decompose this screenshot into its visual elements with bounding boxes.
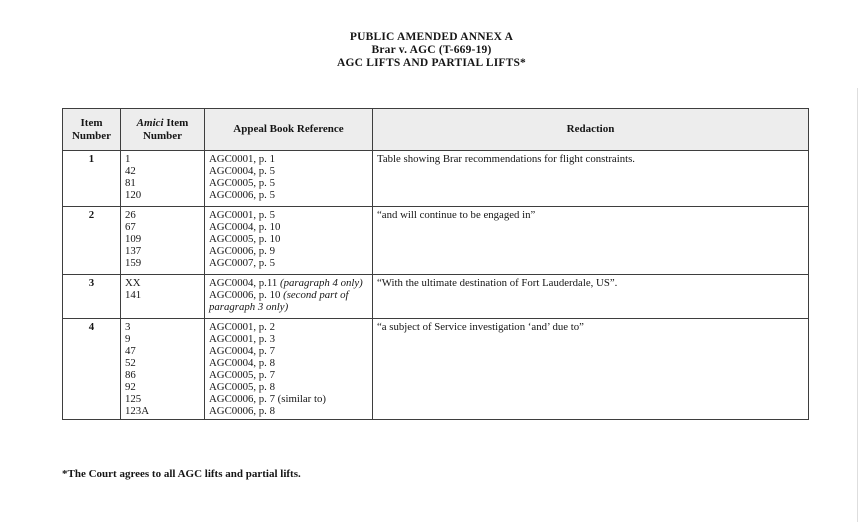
appeal-reference: AGC0005, p. 8 xyxy=(209,381,275,393)
amici-item-value: 125 xyxy=(125,393,142,405)
amici-item-value: 141 xyxy=(125,289,142,301)
amici-item-value: 3 xyxy=(125,321,131,333)
appeal-book-cell xyxy=(205,151,373,207)
table-row xyxy=(63,151,809,207)
amici-item-value: 1 xyxy=(125,153,131,165)
header-amici-item-number xyxy=(121,109,205,151)
title-line-3: AGC LIFTS AND PARTIAL LIFTS* xyxy=(336,57,527,69)
item-number-cell: 1 xyxy=(63,151,121,207)
redaction-cell xyxy=(373,319,809,420)
amici-item-cell xyxy=(121,151,205,207)
redaction-text: “With the ultimate destination of Fort Lauderdale, US”. xyxy=(377,277,618,289)
appeal-reference: AGC0001, p. 1 xyxy=(209,153,275,165)
appeal-reference: AGC0001, p. 2 xyxy=(209,321,275,333)
title-line-2: Brar v. AGC (T-669-19) xyxy=(371,44,492,56)
scan-page-edge xyxy=(857,88,858,522)
court-footnote: *The Court agrees to all AGC lifts and partial lifts. xyxy=(62,468,301,480)
amici-item-value: 52 xyxy=(125,357,136,369)
appeal-reference: AGC0005, p. 10 xyxy=(209,233,281,245)
redaction-text: “a subject of Service investigation ‘and’ due to” xyxy=(377,321,584,333)
amici-item-value: 120 xyxy=(125,189,142,201)
appeal-reference xyxy=(209,289,368,313)
appeal-reference-text: AGC0006, p. 10 xyxy=(209,289,281,301)
amici-item-value: 159 xyxy=(125,257,142,269)
appeal-reference: AGC0005, p. 7 xyxy=(209,369,275,381)
document-title xyxy=(0,31,863,70)
appeal-reference: AGC0006, p. 9 xyxy=(209,245,275,257)
amici-item-value: 67 xyxy=(125,221,136,233)
item-number-cell: 3 xyxy=(63,275,121,319)
amici-item-value: 123A xyxy=(125,405,149,417)
amici-item-value: 81 xyxy=(125,177,136,189)
annex-table xyxy=(62,108,809,420)
appeal-book-cell xyxy=(205,207,373,275)
item-number-cell: 2 xyxy=(63,207,121,275)
redaction-cell xyxy=(373,275,809,319)
table-header-row xyxy=(63,109,809,151)
amici-item-value: 109 xyxy=(125,233,142,245)
amici-item-cell xyxy=(121,319,205,420)
appeal-reference: AGC0005, p. 5 xyxy=(209,177,275,189)
appeal-reference-text: AGC0004, p.11 xyxy=(209,277,278,289)
amici-item-value: 47 xyxy=(125,345,136,357)
amici-item-value: 92 xyxy=(125,381,136,393)
redaction-cell xyxy=(373,207,809,275)
appeal-reference xyxy=(209,277,368,289)
appeal-reference: AGC0006, p. 7 (similar to) xyxy=(209,393,326,405)
table-row xyxy=(63,319,809,420)
header-amici-rest: Item Number xyxy=(142,117,189,142)
redaction-cell xyxy=(373,151,809,207)
appeal-reference-note: (paragraph 4 only) xyxy=(280,277,363,289)
amici-item-value: 9 xyxy=(125,333,131,345)
appeal-reference: AGC0004, p. 10 xyxy=(209,221,281,233)
title-line-1: PUBLIC AMENDED ANNEX A xyxy=(349,31,514,43)
appeal-book-cell xyxy=(205,319,373,420)
appeal-reference: AGC0001, p. 5 xyxy=(209,209,275,221)
item-number-cell: 4 xyxy=(63,319,121,420)
appeal-reference: AGC0004, p. 7 xyxy=(209,345,275,357)
appeal-reference: AGC0007, p. 5 xyxy=(209,257,275,269)
amici-item-value: 26 xyxy=(125,209,136,221)
header-redaction: Redaction xyxy=(373,109,809,151)
appeal-reference: AGC0004, p. 8 xyxy=(209,357,275,369)
header-amici-italic: Amici xyxy=(136,117,164,129)
amici-item-value: 137 xyxy=(125,245,142,257)
header-item-number: Item Number xyxy=(63,109,121,151)
amici-item-value: XX xyxy=(125,277,141,289)
table-row xyxy=(63,275,809,319)
appeal-reference-note: (second part of paragraph 3 only) xyxy=(209,289,349,313)
redaction-text: Table showing Brar recommendations for flight constraints. xyxy=(377,153,636,165)
appeal-reference: AGC0004, p. 5 xyxy=(209,165,275,177)
appeal-reference: AGC0006, p. 8 xyxy=(209,405,275,417)
amici-item-value: 86 xyxy=(125,369,136,381)
appeal-book-cell xyxy=(205,275,373,319)
table-row xyxy=(63,207,809,275)
amici-item-cell xyxy=(121,275,205,319)
header-appeal-book-reference: Appeal Book Reference xyxy=(205,109,373,151)
appeal-reference: AGC0001, p. 3 xyxy=(209,333,275,345)
amici-item-value: 42 xyxy=(125,165,136,177)
appeal-reference: AGC0006, p. 5 xyxy=(209,189,275,201)
amici-item-cell xyxy=(121,207,205,275)
redaction-text: “and will continue to be engaged in” xyxy=(377,209,536,221)
